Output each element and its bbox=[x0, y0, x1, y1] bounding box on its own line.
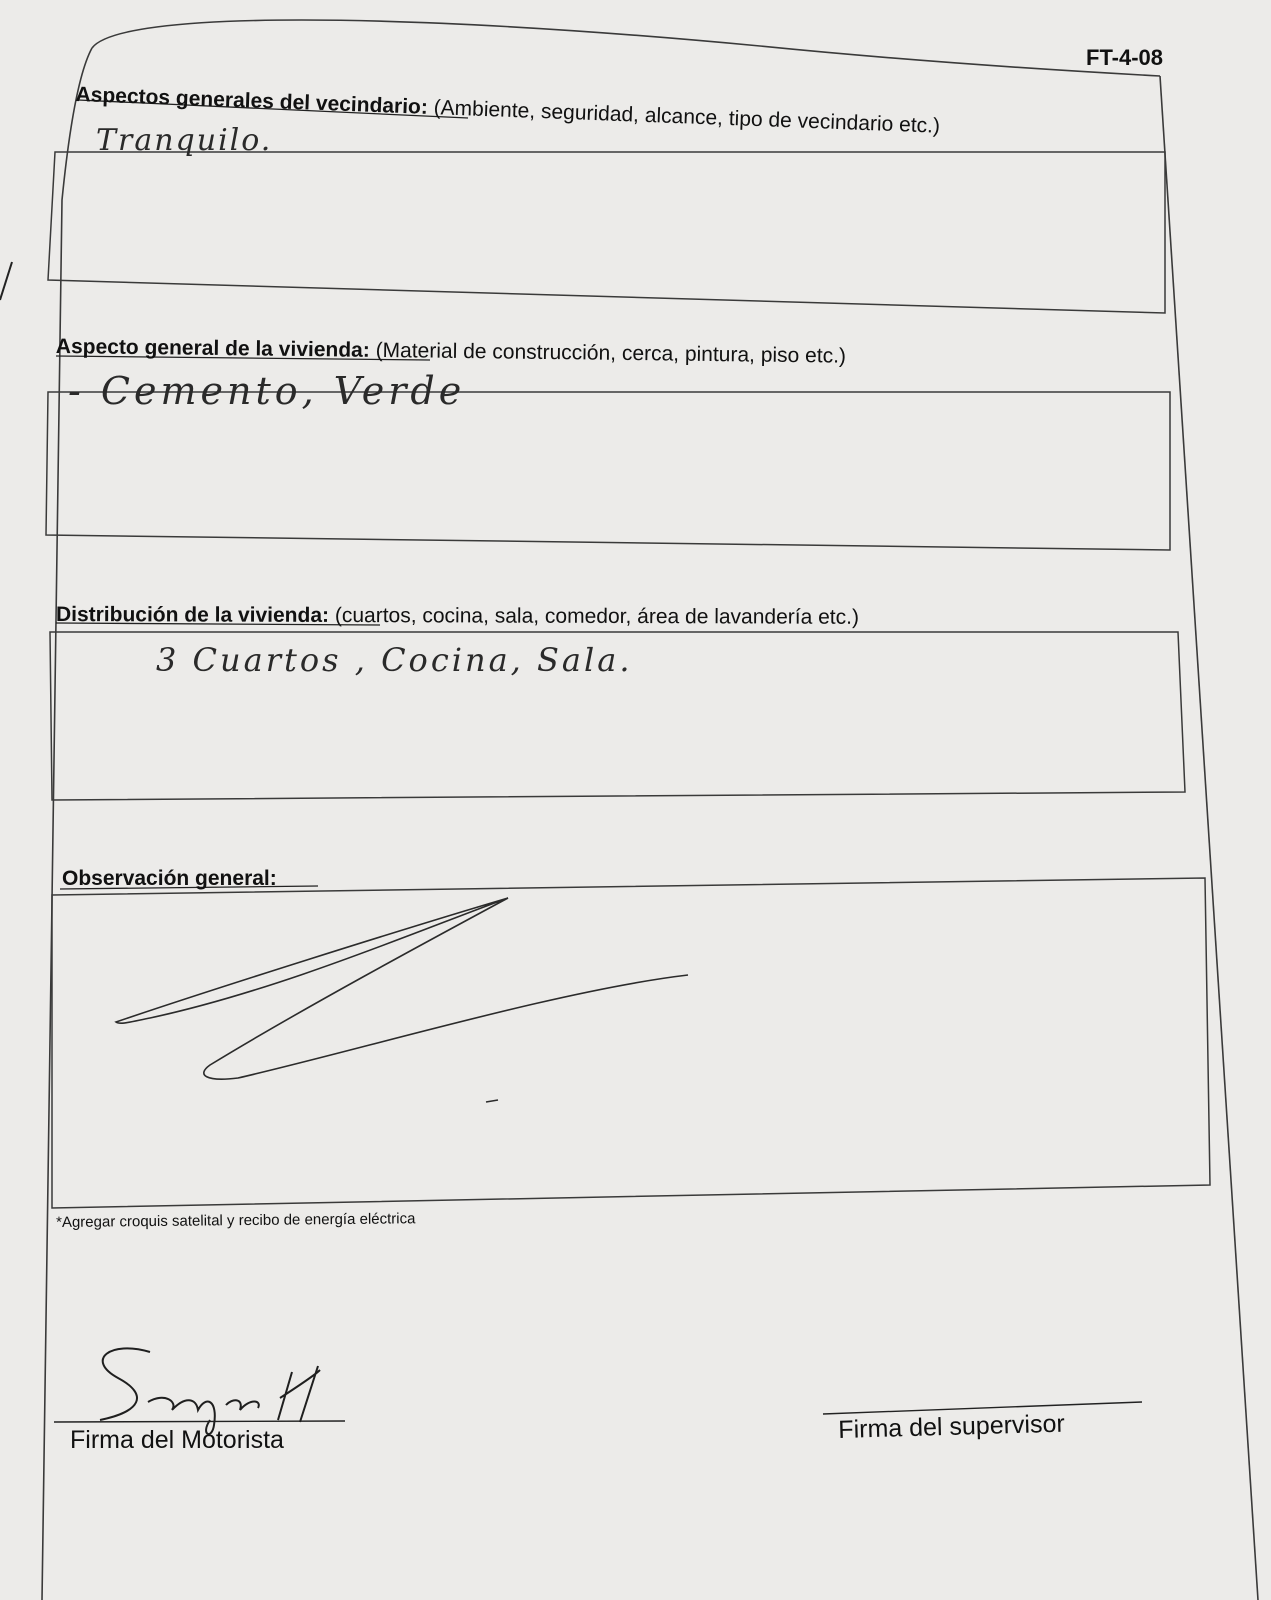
section-title-text: Aspectos generales del vecindario: bbox=[75, 83, 429, 119]
section-title-text: Aspecto general de la vivienda: bbox=[55, 335, 370, 362]
answer-vecindario: Tranquilo. bbox=[96, 123, 273, 158]
answer-box-observacion bbox=[52, 878, 1210, 1208]
supervisor-signature-label: Firma del supervisor bbox=[837, 1409, 1066, 1444]
section-hint-text: (Ambiente, seguridad, alcance, tipo de vecindario etc.) bbox=[433, 96, 941, 138]
form-code: FT-4-08 bbox=[1086, 45, 1164, 70]
answer-distribucion: 3 Cuartos , Cocina, Sala. bbox=[156, 641, 633, 679]
sheet-border bbox=[42, 20, 1258, 1600]
driver-signature-line bbox=[54, 1421, 345, 1422]
section-title-text: Observación general: bbox=[62, 867, 277, 890]
driver-signature-label: Firma del Motorista bbox=[70, 1426, 284, 1454]
footnote: *Agregar croquis satelital y recibo de energía eléctrica bbox=[55, 1210, 416, 1231]
section-title-observacion bbox=[62, 868, 277, 889]
answer-aspecto: - Cemento, Verde bbox=[68, 369, 466, 413]
section-hint-text: (cuartos, cocina, sala, comedor, área de lavandería etc.) bbox=[334, 603, 860, 629]
section-title-distribucion bbox=[56, 604, 859, 628]
section-hint-text: (Material de construcción, cerca, pintura, piso etc.) bbox=[375, 338, 847, 368]
observation-scribble bbox=[116, 898, 688, 1079]
answer-box-aspecto bbox=[46, 392, 1170, 550]
section-title-text: Distribución de la vivienda: bbox=[55, 603, 330, 627]
answer-box-vecindario bbox=[48, 152, 1165, 313]
